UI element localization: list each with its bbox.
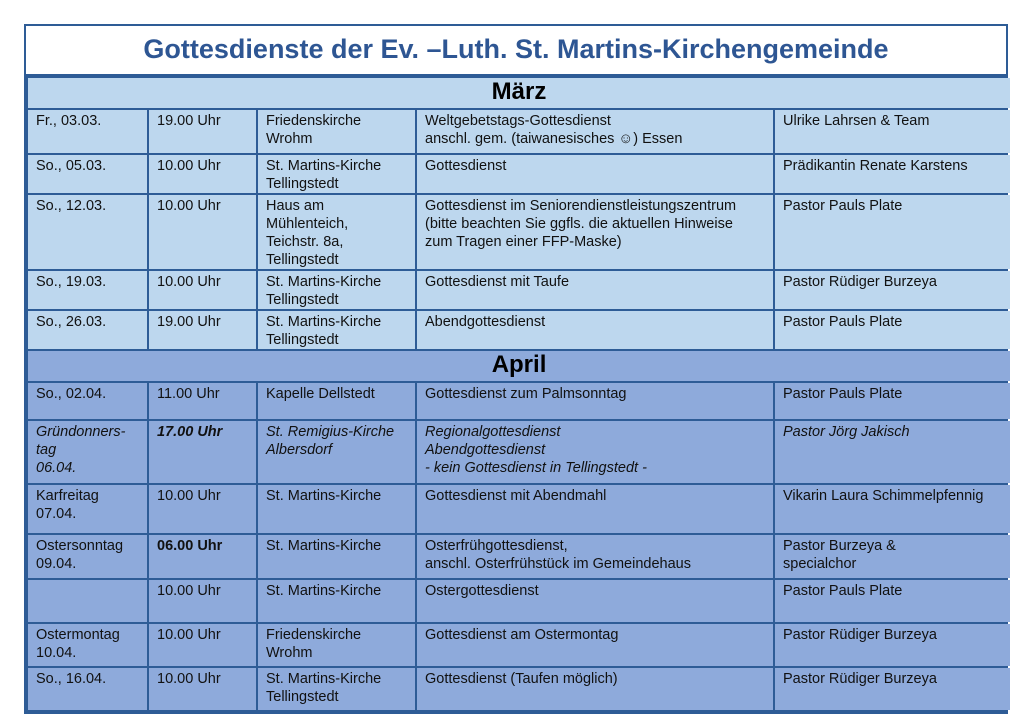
cell-date-line: 07.04. bbox=[36, 506, 77, 522]
month-header: März bbox=[28, 78, 1010, 108]
cell-place-line: Mühlenteich, bbox=[266, 216, 349, 232]
cell-service bbox=[417, 155, 773, 193]
table-row bbox=[28, 580, 1010, 622]
cell-service bbox=[417, 668, 773, 710]
cell-time: 10.00 Uhr bbox=[149, 271, 256, 309]
cell-place bbox=[258, 535, 415, 578]
table-row bbox=[28, 668, 1010, 710]
cell-service-line: Weltgebetstags-Gottesdienst bbox=[425, 113, 611, 129]
cell-place-line: Tellingstedt bbox=[266, 332, 339, 348]
cell-date-line: tag bbox=[36, 442, 57, 458]
cell-date bbox=[28, 421, 147, 483]
cell-place-line: St. Martins-Kirche bbox=[266, 274, 382, 290]
cell-date bbox=[28, 668, 147, 710]
cell-person-line: Pastor Rüdiger Burzeya bbox=[783, 274, 937, 290]
cell-date bbox=[28, 535, 147, 578]
table-row bbox=[28, 110, 1010, 153]
cell-person bbox=[775, 580, 1010, 622]
cell-service-line: Ostergottesdienst bbox=[425, 583, 539, 599]
cell-service bbox=[417, 580, 773, 622]
cell-place bbox=[258, 110, 415, 153]
cell-place-line: Tellingstedt bbox=[266, 252, 339, 268]
cell-place bbox=[258, 580, 415, 622]
cell-person-line: Ulrike Lahrsen & Team bbox=[783, 113, 930, 129]
cell-service-line: zum Tragen einer FFP-Maske) bbox=[425, 234, 622, 250]
cell-time: 19.00 Uhr bbox=[149, 311, 256, 349]
cell-place bbox=[258, 155, 415, 193]
cell-place-line: Haus am bbox=[266, 198, 325, 214]
cell-service bbox=[417, 311, 773, 349]
cell-date-line: Gründonners- bbox=[36, 424, 126, 440]
cell-date bbox=[28, 485, 147, 533]
cell-place-line: St. Martins-Kirche bbox=[266, 671, 382, 687]
cell-time: 10.00 Uhr bbox=[149, 580, 256, 622]
table-row bbox=[28, 271, 1010, 309]
cell-person-line: Pastor Pauls Plate bbox=[783, 314, 903, 330]
cell-place-line: Kapelle Dellstedt bbox=[266, 386, 375, 402]
cell-service-line: Gottesdienst mit Abendmahl bbox=[425, 488, 607, 504]
cell-person bbox=[775, 668, 1010, 710]
cell-person bbox=[775, 421, 1010, 483]
cell-service-line: Gottesdienst (Taufen möglich) bbox=[425, 671, 618, 687]
cell-date bbox=[28, 580, 147, 622]
cell-place-line: Tellingstedt bbox=[266, 176, 339, 192]
cell-time: 10.00 Uhr bbox=[149, 155, 256, 193]
cell-person-line: Prädikantin Renate Karstens bbox=[783, 158, 968, 174]
cell-time: 11.00 Uhr bbox=[149, 383, 256, 419]
cell-service bbox=[417, 110, 773, 153]
cell-place-line: St. Martins-Kirche bbox=[266, 583, 382, 599]
cell-service-line: Regionalgottesdienst bbox=[425, 424, 561, 440]
cell-time: 17.00 Uhr bbox=[149, 421, 256, 483]
cell-service bbox=[417, 383, 773, 419]
cell-time: 10.00 Uhr bbox=[149, 485, 256, 533]
cell-date bbox=[28, 624, 147, 666]
cell-service-line: Gottesdienst mit Taufe bbox=[425, 274, 570, 290]
cell-place-line: Friedenskirche bbox=[266, 113, 362, 129]
cell-date-line: So., 02.04. bbox=[36, 386, 107, 402]
cell-person bbox=[775, 485, 1010, 533]
cell-person-line: Pastor Rüdiger Burzeya bbox=[783, 671, 937, 687]
cell-service-line: Gottesdienst bbox=[425, 158, 507, 174]
cell-service-line: anschl. Osterfrühstück im Gemeindehaus bbox=[425, 556, 691, 572]
cell-date-line: So., 12.03. bbox=[36, 198, 107, 214]
cell-date bbox=[28, 311, 147, 349]
cell-place-line: Tellingstedt bbox=[266, 689, 339, 705]
cell-service bbox=[417, 624, 773, 666]
cell-service-line: anschl. gem. (taiwanesisches ☺) Essen bbox=[425, 131, 683, 147]
cell-person-line: Pastor Burzeya & bbox=[783, 538, 896, 554]
cell-date-line: Karfreitag bbox=[36, 488, 99, 504]
table-row bbox=[28, 624, 1010, 666]
cell-place bbox=[258, 383, 415, 419]
cell-person bbox=[775, 535, 1010, 578]
page-title: Gottesdienste der Ev. –Luth. St. Martins-Kirchengemeinde bbox=[26, 26, 1006, 76]
table-row bbox=[28, 535, 1010, 578]
cell-service bbox=[417, 421, 773, 483]
cell-service bbox=[417, 485, 773, 533]
cell-person bbox=[775, 624, 1010, 666]
cell-place bbox=[258, 668, 415, 710]
cell-person bbox=[775, 195, 1010, 269]
cell-service bbox=[417, 535, 773, 578]
schedule-table bbox=[26, 76, 1012, 712]
cell-date bbox=[28, 195, 147, 269]
cell-person-line: specialchor bbox=[783, 556, 857, 572]
cell-service-line: Gottesdienst am Ostermontag bbox=[425, 627, 619, 643]
table-row bbox=[28, 485, 1010, 533]
schedule-sheet bbox=[24, 24, 1008, 714]
cell-date bbox=[28, 383, 147, 419]
cell-person bbox=[775, 271, 1010, 309]
cell-date-line: Fr., 03.03. bbox=[36, 113, 102, 129]
cell-time: 10.00 Uhr bbox=[149, 624, 256, 666]
cell-service-line: - kein Gottesdienst in Tellingstedt - bbox=[425, 460, 647, 476]
table-row bbox=[28, 383, 1010, 419]
cell-date-line: 06.04. bbox=[36, 460, 77, 476]
cell-date-line: 09.04. bbox=[36, 556, 77, 572]
cell-service bbox=[417, 195, 773, 269]
cell-place-line: Teichstr. 8a, bbox=[266, 234, 344, 250]
cell-service-line: Gottesdienst im Seniorendienstleistungszentrum bbox=[425, 198, 737, 214]
cell-place bbox=[258, 624, 415, 666]
cell-place bbox=[258, 271, 415, 309]
cell-service bbox=[417, 271, 773, 309]
table-row bbox=[28, 311, 1010, 349]
cell-date-line: So., 26.03. bbox=[36, 314, 107, 330]
cell-person bbox=[775, 155, 1010, 193]
month-header: April bbox=[28, 351, 1010, 381]
cell-person-line: Pastor Pauls Plate bbox=[783, 583, 903, 599]
cell-service-line: Gottesdienst zum Palmsonntag bbox=[425, 386, 627, 402]
cell-time: 19.00 Uhr bbox=[149, 110, 256, 153]
cell-place-line: St. Martins-Kirche bbox=[266, 488, 382, 504]
cell-person bbox=[775, 311, 1010, 349]
cell-service-line: Abendgottesdienst bbox=[425, 314, 546, 330]
cell-person-line: Pastor Pauls Plate bbox=[783, 386, 903, 402]
cell-date bbox=[28, 155, 147, 193]
cell-person-line: Pastor Jörg Jakisch bbox=[783, 424, 910, 440]
table-row bbox=[28, 155, 1010, 193]
cell-service-line: Osterfrühgottesdienst, bbox=[425, 538, 568, 554]
table-row bbox=[28, 421, 1010, 483]
cell-place-line: St. Martins-Kirche bbox=[266, 538, 382, 554]
cell-date-line: So., 19.03. bbox=[36, 274, 107, 290]
cell-date-line: Ostermontag bbox=[36, 627, 120, 643]
cell-service-line: Abendgottesdienst bbox=[425, 442, 546, 458]
cell-date-line: 10.04. bbox=[36, 645, 77, 661]
cell-place-line: Wrohm bbox=[266, 131, 313, 147]
cell-date bbox=[28, 271, 147, 309]
cell-place-line: Wrohm bbox=[266, 645, 313, 661]
cell-person-line: Pastor Rüdiger Burzeya bbox=[783, 627, 937, 643]
cell-place bbox=[258, 421, 415, 483]
cell-time: 06.00 Uhr bbox=[149, 535, 256, 578]
cell-place-line: Albersdorf bbox=[266, 442, 333, 458]
cell-person bbox=[775, 383, 1010, 419]
cell-place-line: St. Remigius-Kirche bbox=[266, 424, 395, 440]
cell-time: 10.00 Uhr bbox=[149, 668, 256, 710]
cell-place-line: Tellingstedt bbox=[266, 292, 339, 308]
cell-date-line: So., 05.03. bbox=[36, 158, 107, 174]
cell-place bbox=[258, 311, 415, 349]
cell-place-line: St. Martins-Kirche bbox=[266, 314, 382, 330]
cell-person-line: Pastor Pauls Plate bbox=[783, 198, 903, 214]
cell-date-line: So., 16.04. bbox=[36, 671, 107, 687]
table-row bbox=[28, 195, 1010, 269]
cell-service-line: (bitte beachten Sie ggfls. die aktuellen Hinweise bbox=[425, 216, 733, 232]
cell-place bbox=[258, 195, 415, 269]
cell-place-line: St. Martins-Kirche bbox=[266, 158, 382, 174]
cell-place-line: Friedenskirche bbox=[266, 627, 362, 643]
cell-date bbox=[28, 110, 147, 153]
cell-place bbox=[258, 485, 415, 533]
cell-person bbox=[775, 110, 1010, 153]
cell-date-line: Ostersonntag bbox=[36, 538, 124, 554]
cell-person-line: Vikarin Laura Schimmelpfennig bbox=[783, 488, 984, 504]
cell-time: 10.00 Uhr bbox=[149, 195, 256, 269]
